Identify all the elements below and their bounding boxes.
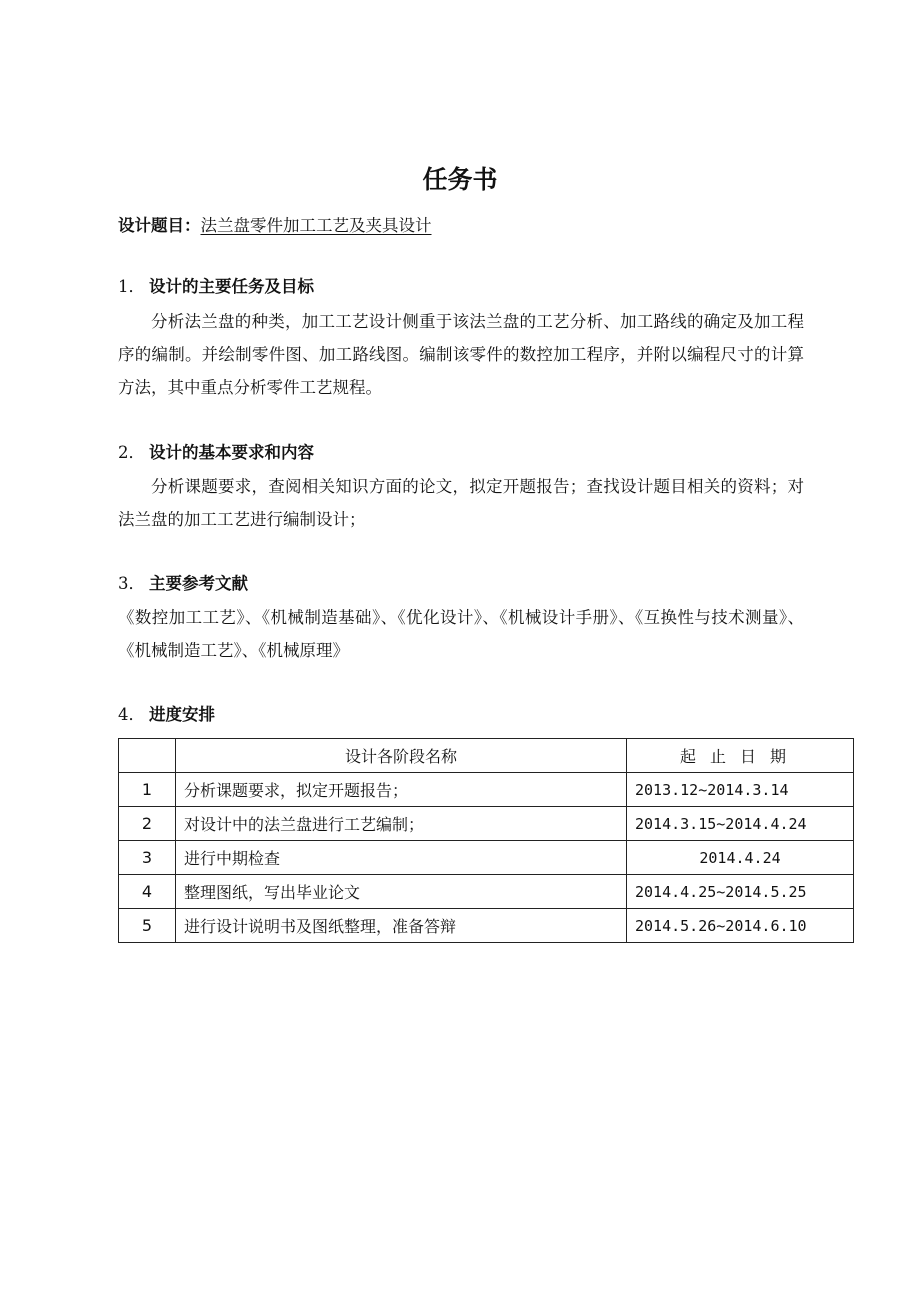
section-2-title: 设计的基本要求和内容 <box>149 443 314 462</box>
section-4-heading <box>118 700 215 730</box>
row-index: 1 <box>119 773 176 807</box>
section-3-title: 主要参考文献 <box>149 574 248 593</box>
design-topic-label: 设计题目： <box>118 216 201 235</box>
header-index-cell <box>119 739 176 773</box>
table-row <box>119 875 854 909</box>
table-row <box>119 841 854 875</box>
section-2-body: 分析课题要求，查阅相关知识方面的论文，拟定开题报告；查找设计题目相关的资料；对法兰盘的加工工艺进行编制设计； <box>118 477 804 529</box>
row-stage-name: 对设计中的法兰盘进行工艺编制； <box>176 807 627 841</box>
design-topic <box>118 211 432 241</box>
row-dates: 2013.12~2014.3.14 <box>627 773 854 807</box>
section-2-heading <box>118 438 314 468</box>
section-4-number: 4． <box>118 705 145 724</box>
header-dates: 起止日期 <box>627 739 854 773</box>
document-title: 任务书 <box>422 165 498 194</box>
row-index: 4 <box>119 875 176 909</box>
table-row <box>119 773 854 807</box>
row-index: 5 <box>119 909 176 943</box>
row-stage-name: 分析课题要求，拟定开题报告； <box>176 773 627 807</box>
table-row <box>119 909 854 943</box>
row-stage-name: 整理图纸，写出毕业论文 <box>176 875 627 909</box>
row-stage-name: 进行设计说明书及图纸整理，准备答辩 <box>176 909 627 943</box>
row-dates: 2014.5.26~2014.6.10 <box>627 909 854 943</box>
schedule-table <box>118 738 854 943</box>
section-3-heading <box>118 569 248 599</box>
section-1-body: 分析法兰盘的种类，加工工艺设计侧重于该法兰盘的工艺分析、加工路线的确定及加工程序的编制。并绘制零件图、加工路线图。编制该零件的数控加工程序，并附以编程尺寸的计算方法，其中重点分析零件工艺规程。 <box>118 312 804 397</box>
table-row <box>119 807 854 841</box>
section-3-number: 3． <box>118 574 145 593</box>
section-1-number: 1． <box>118 277 145 296</box>
row-dates: 2014.4.24 <box>627 841 854 875</box>
row-stage-name: 进行中期检查 <box>176 841 627 875</box>
schedule-header-row <box>119 739 854 773</box>
header-stage-name: 设计各阶段名称 <box>176 739 627 773</box>
row-index: 3 <box>119 841 176 875</box>
row-index: 2 <box>119 807 176 841</box>
section-1-heading <box>118 272 314 302</box>
section-3-body: 《数控加工工艺》、《机械制造基础》、《优化设计》、《机械设计手册》、《互换性与技术测量》、《机械制造工艺》、《机械原理》 <box>118 608 804 660</box>
row-dates: 2014.3.15~2014.4.24 <box>627 807 854 841</box>
section-1-title: 设计的主要任务及目标 <box>149 277 314 296</box>
design-topic-value: 法兰盘零件加工工艺及夹具设计 <box>200 216 432 235</box>
row-dates: 2014.4.25~2014.5.25 <box>627 875 854 909</box>
section-4-title: 进度安排 <box>149 705 215 724</box>
section-2-number: 2． <box>118 443 145 462</box>
